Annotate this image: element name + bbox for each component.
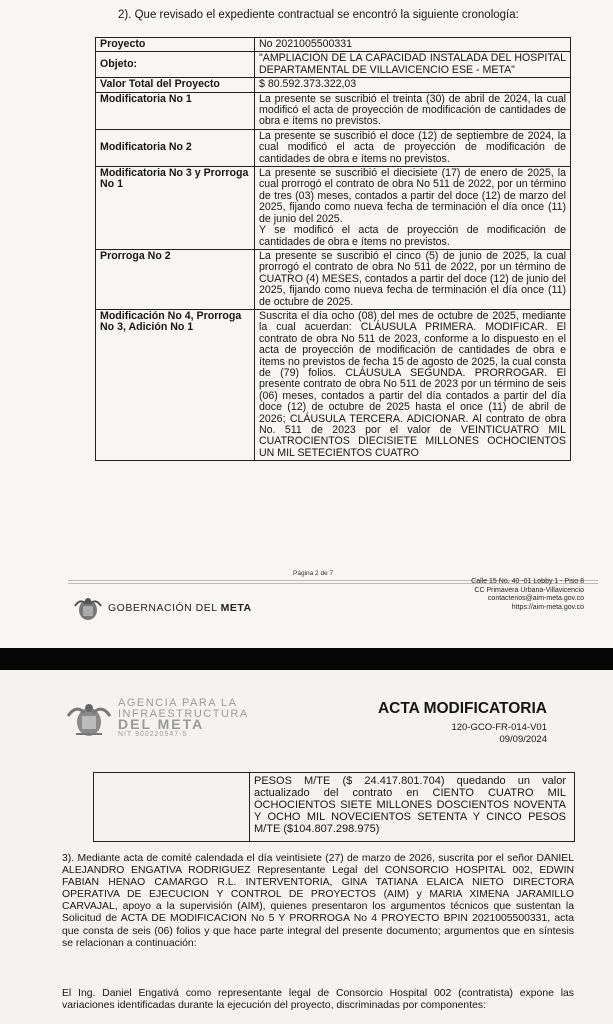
empty-label-cell (94, 773, 250, 841)
page-separator (0, 648, 613, 670)
email-link[interactable]: contactenos@aim-meta.gov.co (487, 595, 584, 603)
table-row (96, 309, 571, 460)
row-label: Objeto: (96, 52, 255, 78)
gobernacion-logo-icon (72, 596, 104, 622)
gobernacion-name (108, 602, 252, 614)
gobernacion-name-bold: META (220, 602, 252, 614)
agency-nit: NIT 900220547-5 (118, 730, 188, 738)
row-label: Valor Total del Proyecto (96, 78, 255, 92)
document-code: 120-GCO-FR-014-V01 (451, 722, 547, 733)
chronology-table (95, 37, 571, 461)
document-title: ACTA MODIFICATORIA (377, 700, 547, 717)
table-row (96, 52, 571, 78)
gobernacion-name-text: GOBERNACIÓN DEL (108, 602, 218, 614)
agency-logo-icon (66, 702, 112, 740)
row-value: Suscrita el día ocho (08) del mes de octubre de 2025, mediante la cual acuerdan: CLÁUSULA PRIMERA. MODIFICAR. El contrato de obra No 511 de 2023, conforme a lo dispuesto en el acta de proyección de modificación de cantidades de obra e ítems no previstos de fecha 15 de agosto de 2025, la cual consta de (79) folios. CLÁUSULA SEGUNDA. PRORROGAR. El presente contrato de obra No 511 de 2023 por un término de seis (06) meses, contados a partir del día contados a partir del día doce (12) de octubre de 2025 hasta el once (11) de abril de 2026; CLÁUSULA TERCERA. ADICIONAR. Al contrato de obra No. 511 de 2023 por el valor de VEINTICUATRO MIL CUATROCIENTOS DIECISIETE MILLONES OCHOCIENTOS UN MIL SETECIENTOS CUATRO (255, 309, 571, 460)
table-row (96, 92, 571, 129)
row-value: La presente se suscribió el cinco (5) de junio de 2025, la cual prorrogó el contrato de obra No 511 de 2022, por un término de CUATRO (4) MESES, contados a partir del doce (12) de junio del 2025, fijando como nueva fecha de terminación el día once (11) de octubre de 2025. (255, 249, 571, 309)
agency-line1: AGENCIA PARA LA (118, 697, 238, 709)
section-heading: 2). Que revisado el expediente contractual se encontró la siguiente cronología: (118, 9, 519, 21)
row-label: Modificatoria No 2 (96, 129, 255, 166)
row-value: $ 80.592.373.322,03 (255, 78, 571, 92)
continuation-table (93, 772, 575, 842)
footer-address (414, 578, 584, 612)
row-value: La presente se suscribió el diecisiete (17) de enero de 2025, la cual prorrogó el contrato de obra No 511 de 2022, por un término de tres (03) meses, contados a partir del doce (12) de marzo del 2025, fijando como nueva fecha de terminación el día once (11) de junio del 2025. Y se modificó el acta de proyección de modificación de cantidades de obra e ítems no previstos. (255, 167, 571, 250)
agency-name (118, 698, 249, 740)
table-row (96, 129, 571, 166)
agency-line2: INFRAESTRUCTURA (118, 707, 249, 720)
table-row (96, 78, 571, 92)
agency-line3: DEL META (118, 716, 205, 732)
row-label: Modificación No 4, Prorroga No 3, Adición No 1 (96, 309, 255, 460)
row-value: "AMPLIACIÓN DE LA CAPACIDAD INSTALADA DEL HOSPITAL DEPARTAMENTAL DE VILLAVICENCIO ESE - META" (255, 52, 571, 78)
table-row (96, 249, 571, 309)
document-date: 09/09/2024 (499, 734, 547, 745)
document-page-2 (0, 670, 613, 1024)
table-row (96, 167, 571, 250)
continuation-value: PESOS M/TE ($ 24.417.801.704) quedando un valor actualizado del contrato en CIENTO CUATRO MIL OCHOCIENTOS SIETE MILLONES DOSCIENTOS NOVENTA Y OCHO MIL NOVECIENTOS SETENTA Y CINCO PESOS M/TE ($104.807.298.975) (254, 775, 566, 835)
row-label: Proyecto (96, 38, 255, 52)
address-line: Calle 15 No. 40 -01 Lobby 1 - Piso 8 (471, 578, 584, 585)
row-value: No 2021005500331 (255, 38, 571, 52)
page-number: Página 2 de 7 (293, 570, 334, 577)
row-value: La presente se suscribió el treinta (30) de abril de 2024, la cual modificó el acta de proyección de modificación de cantidades de obra e ítems no previstos. (255, 92, 571, 129)
row-label: Modificatoria No 3 y Prorroga No 1 (96, 167, 255, 250)
row-label: Modificatoria No 1 (96, 92, 255, 129)
address-line: CC Primavera Urbana-Villavicencio (474, 586, 584, 594)
paragraph-4: El Ing. Daniel Engativá como representante legal de Consorcio Hospital 002 (contratista) expone las variaciones identificadas durante la ejecución del proyecto, discriminadas por componentes: (62, 988, 574, 1012)
row-label: Prorroga No 2 (96, 249, 255, 309)
website-link[interactable]: https://aim-meta.gov.co (511, 603, 584, 611)
row-value: La presente se suscribió el doce (12) de septiembre de 2024, la cual modificó el acta de proyección de modificación de cantidades de obra e ítems no previstos. (255, 129, 571, 166)
table-row (96, 38, 571, 52)
paragraph-3: 3). Mediante acta de comité calendada el día veintisiete (27) de marzo de 2026, suscrita por el señor DANIEL ALEJANDRO ENGATIVA RODRIGUEZ Representante Legal del CONSORCIO HOSPITAL 002, EDWIN FABIAN HENAO CAMARGO R.L. INTERVENTORIA, GINA TATIANA ELAICA NIETO DIRECTORA OPERATIVA DE EJECUCION Y CONTROL DE PROYECTOS (AIM) y MARIA XIMENA JARAMILLO CARVAJAL, apoyo a la supervisión (AIM), quienes presentaron los argumentos técnicos que sustentan la Solicitud de ACTA DE MODIFICACION No 5 Y PRORROGA No 4 PROYECTO BPIN 2021005500331, acta que consta de seis (06) folios y que hace parte integral del presente documento; argumentos que en síntesis se relacionan a continuación: (62, 853, 574, 949)
